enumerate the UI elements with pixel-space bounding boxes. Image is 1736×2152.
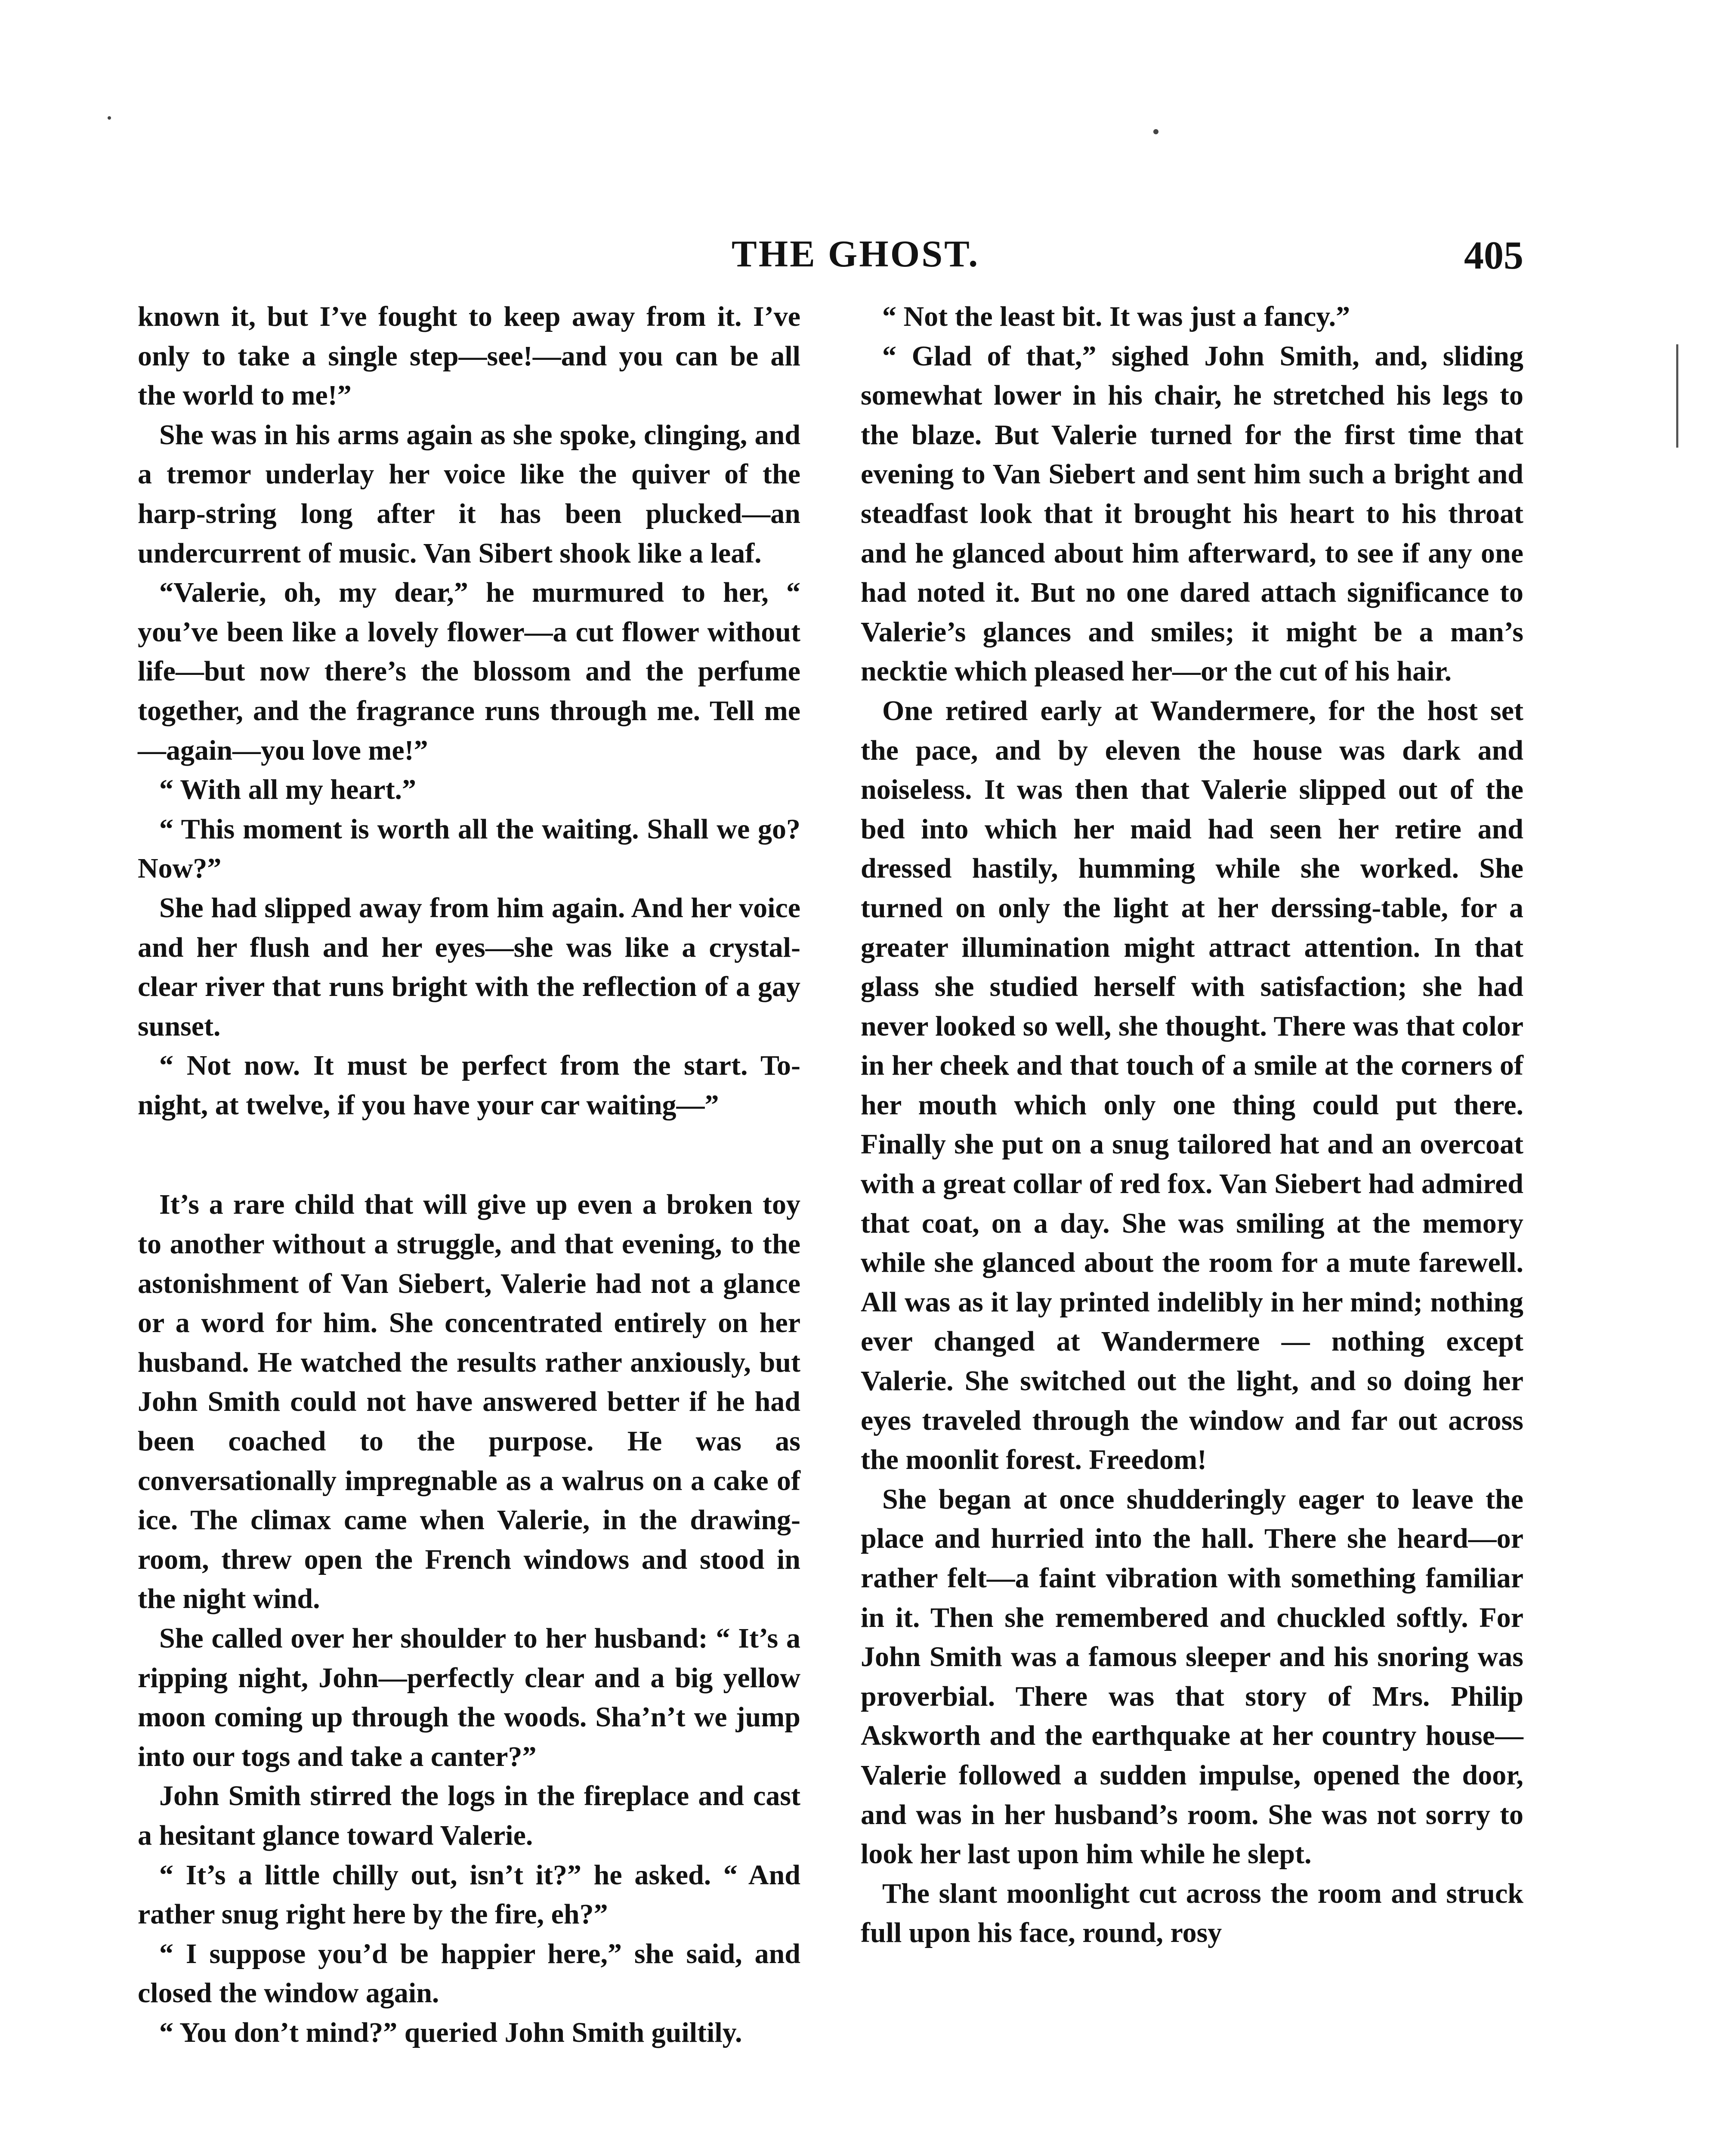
paragraph: She had slipped away from him again. And her voice and her flush and her eyes—she was like a crystal-clear river that runs bright with the reflection of a gay sunset. <box>138 892 800 1042</box>
left-column <box>138 297 800 2053</box>
paragraph: One retired early at Wandermere, for the host set the pace, and by eleven the house was dark and noiseless. It was then that Valerie slipped out of the bed into which her maid had seen her retire and dressed hastily, humming while she worked. She turned on only the light at her derssing-table, for a greater illumination might attract attention. In that glass she studied herself with satisfaction; she had never looked so well, she thought. There was that color in her cheek and that touch of a smile at the corners of her mouth which only one thing could put there. Finally she put on a snug tailored hat and an overcoat with a great collar of red fox. Van Siebert had admired that coat, on a day. She was smiling at the memory while she glanced about the room for a mute farewell. All was as it lay printed indelibly in her mind; nothing ever changed at Wandermere — nothing except Valerie. She switched out the light, and so doing her eyes traveled through the window and far out across the moonlit forest. Freedom! <box>861 695 1523 1476</box>
paragraph: It’s a rare child that will give up even a broken toy to another without a struggle, and that evening, to the astonishment of Van Siebert, Valerie had not a glance or a word for him. She concentrated entirely on her husband. He watched the results rather anxiously, but John Smith could not have answered better if he had been coached to the purpose. He was as conversationally impregnable as a walrus on a cake of ice. The climax came when Valerie, in the drawing-room, threw open the French windows and stood in the night wind. <box>138 1189 800 1615</box>
paragraph: She was in his arms again as she spoke, clinging, and a tremor underlay her voice like the quiver of the harp-string long after it has been plucked—an undercurrent of music. Van Sibert shook like a leaf. <box>138 419 800 569</box>
paragraph: “ I suppose you’d be happier here,” she said, and closed the window again. <box>138 1938 800 2009</box>
paragraph: “Valerie, oh, my dear,” he murmured to her, “ you’ve been like a lovely flower—a cut flower without life—but now there’s the blossom and the perfume together, and the fragrance runs through me. Tell me—again—you love me!” <box>138 577 800 766</box>
paragraph: She called over her shoulder to her husband: “ It’s a ripping night, John—perfectly clear and a big yellow moon coming up through the woods. Sha’n’t we jump into our togs and take a canter?” <box>138 1623 800 1772</box>
paragraph: “ This moment is worth all the waiting. Shall we go? Now?” <box>138 813 800 884</box>
paragraph: “ You don’t mind?” queried John Smith guiltily. <box>159 2016 742 2048</box>
paragraph: She began at once shudderingly eager to leave the place and hurried into the hall. There she heard—or rather felt—a faint vibration with something familiar in it. Then she remembered and chuckled softly. For John Smith was a famous sleeper and his snoring was proverbial. There was that story of Mrs. Philip Askworth and the earthquake at her country house—Valerie followed a sudden impulse, opened the door, and was in her husband’s room. She was not sorry to look her last upon him while he slept. <box>861 1483 1523 1870</box>
scan-speck <box>1153 129 1158 134</box>
page-number: 405 <box>1464 233 1523 277</box>
paragraph: “ Not the least bit. It was just a fancy.” <box>882 301 1350 332</box>
paragraph: “ With all my heart.” <box>159 774 417 806</box>
scan-edge-mark <box>1676 344 1678 448</box>
paragraph: known it, but I’ve fought to keep away from it. I’ve only to take a single step—see!—and you can be all the world to me!” <box>138 301 800 411</box>
right-column <box>861 297 1523 1953</box>
running-title: THE GHOST. <box>732 233 980 275</box>
page-header <box>181 224 1523 284</box>
paragraph: “ Glad of that,” sighed John Smith, and, sliding somewhat lower in his chair, he stretched his legs to the blaze. But Valerie turned for the first time that evening to Van Siebert and sent him such a bright and steadfast look that it brought his heart to his throat and he glanced about him afterward, to see if any one had noted it. But no one dared attach significance to Valerie’s glances and smiles; it might be a man’s necktie which pleased her—or the cut of his hair. <box>861 340 1523 687</box>
paragraph: “ Not now. It must be perfect from the start. To-night, at twelve, if you have your car waiting—” <box>138 1050 800 1121</box>
scan-speck <box>108 116 111 120</box>
paragraph: John Smith stirred the logs in the fireplace and cast a hesitant glance toward Valerie. <box>138 1780 800 1851</box>
paragraph: “ It’s a little chilly out, isn’t it?” he asked. “ And rather snug right here by the fire, eh?” <box>138 1859 800 1930</box>
paragraph: The slant moonlight cut across the room and struck full upon his face, round, rosy <box>861 1877 1523 1949</box>
